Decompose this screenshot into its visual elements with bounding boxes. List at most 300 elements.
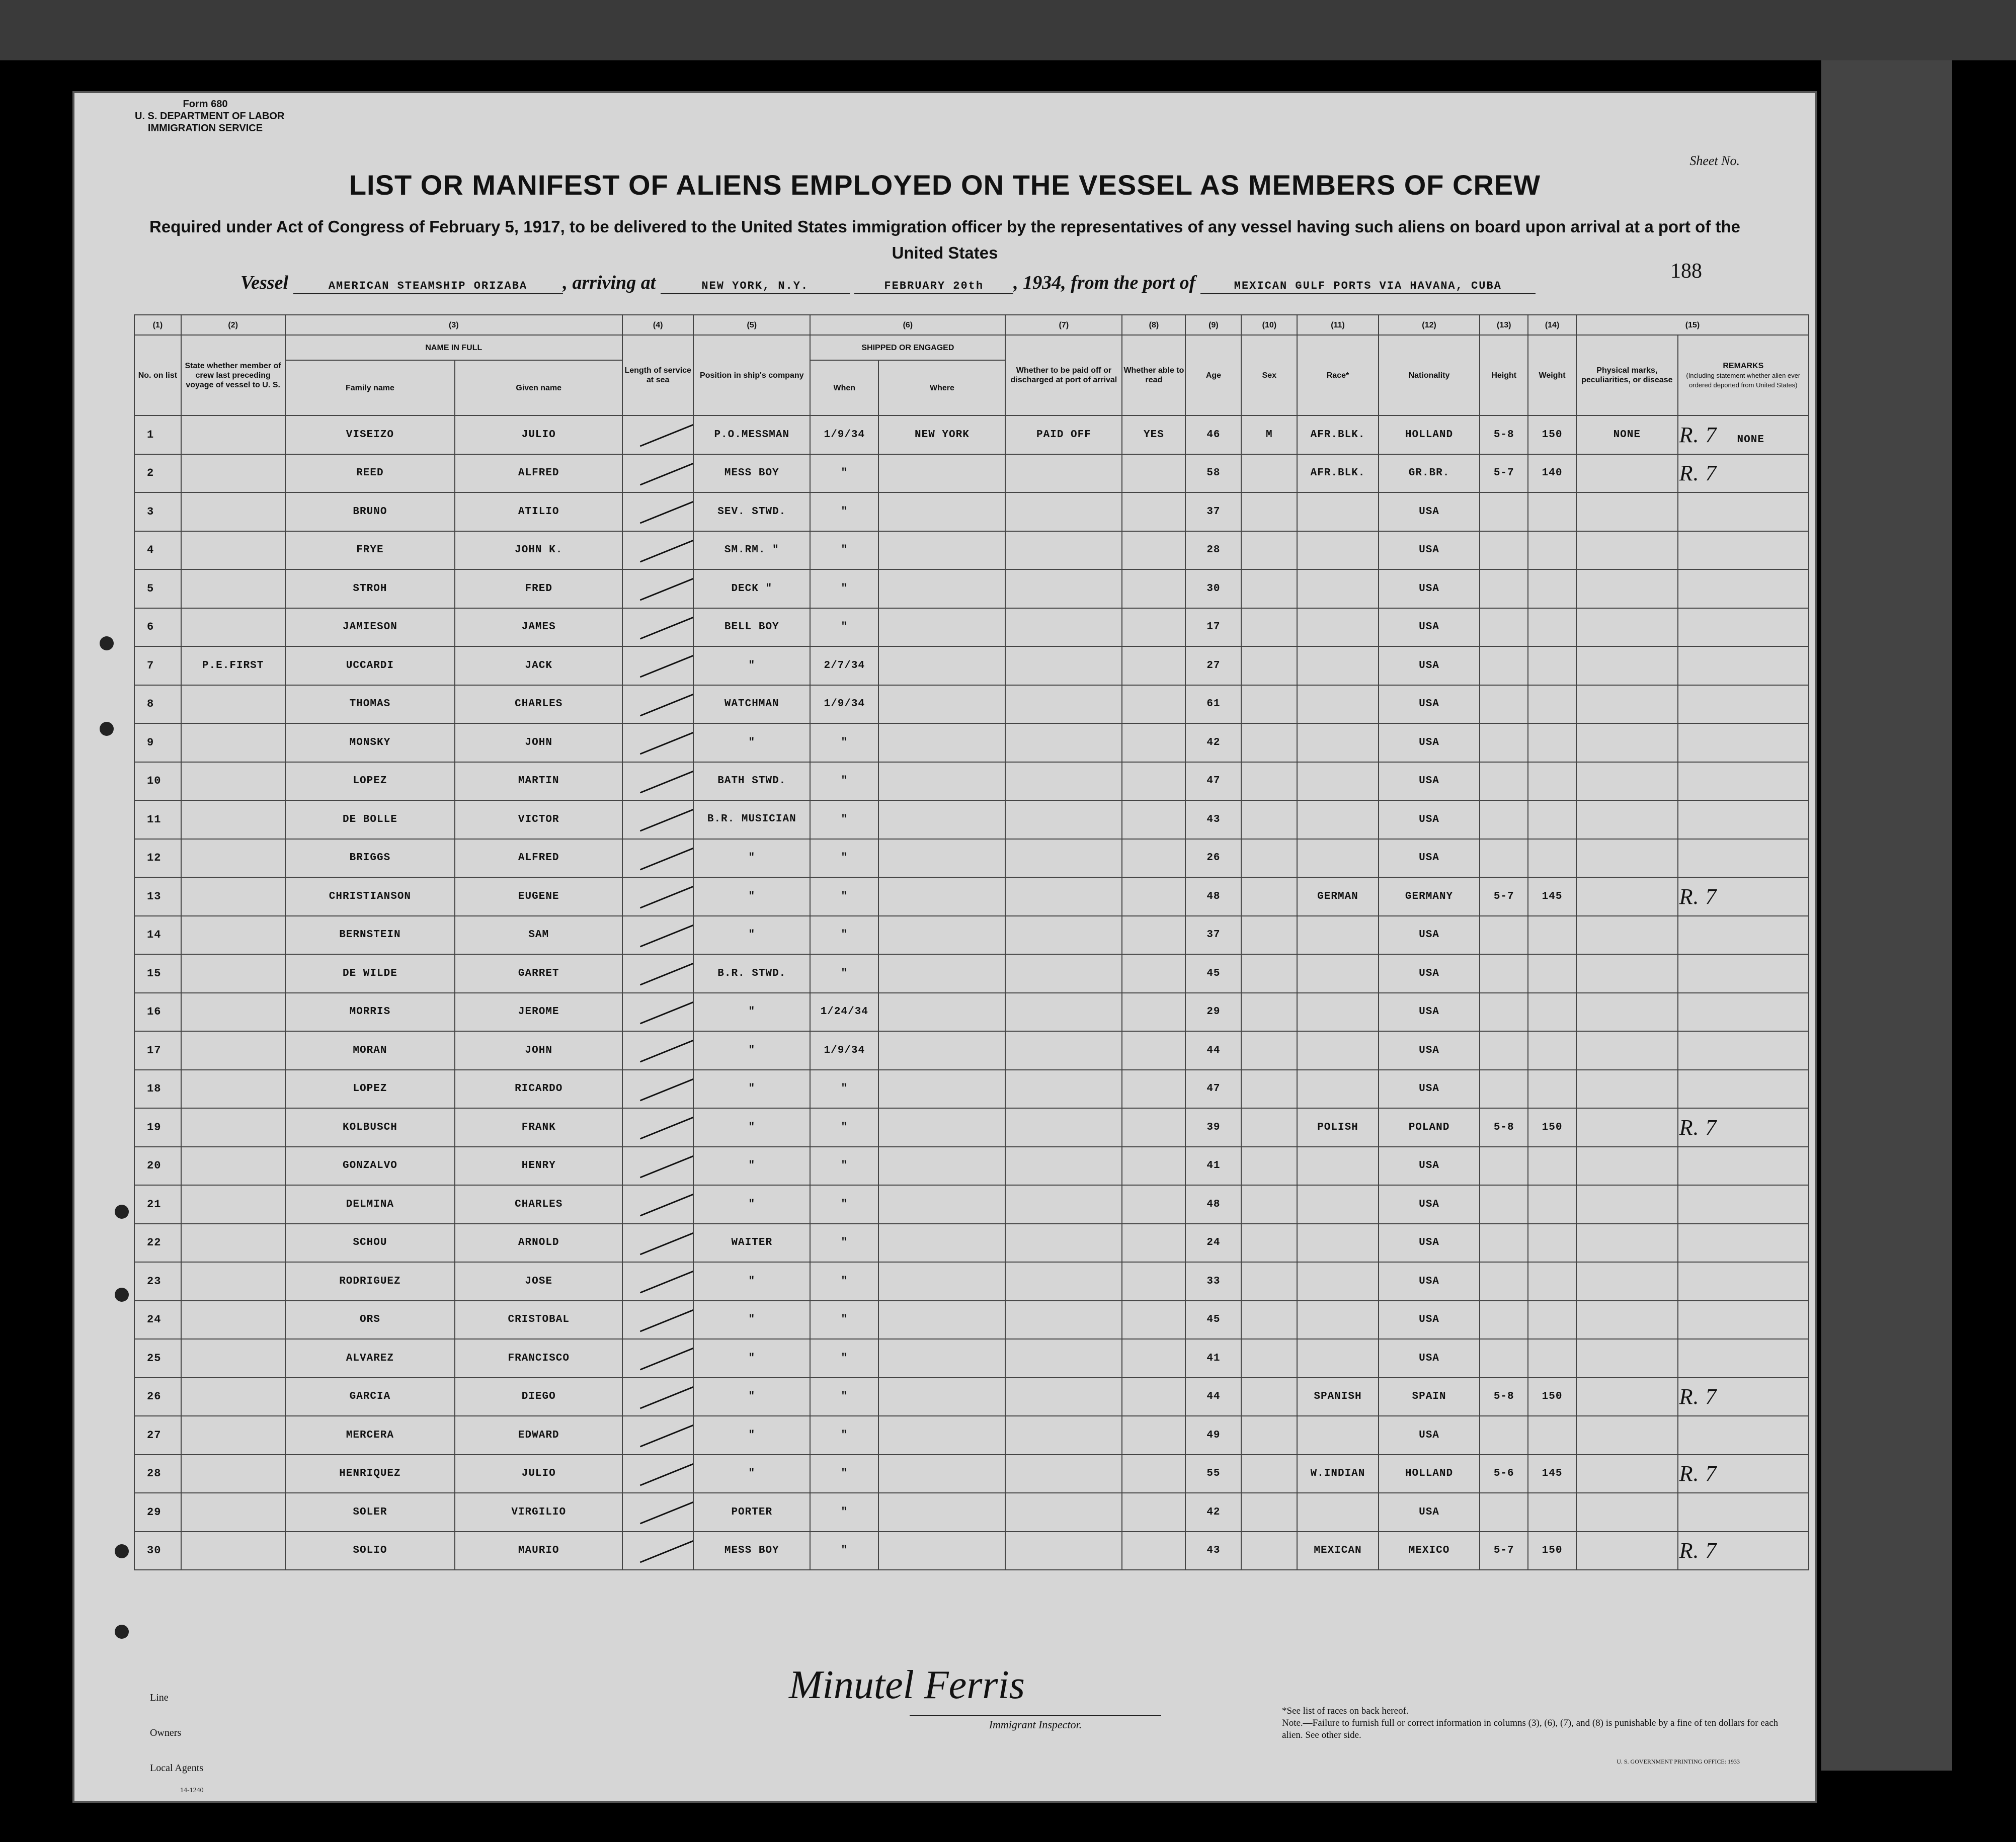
family-cell: SCHOU (285, 1224, 455, 1263)
no-cell: 1 (134, 415, 181, 454)
weight-cell (1528, 1416, 1576, 1455)
prev-cell (181, 454, 285, 493)
col-num-14: (14) (1528, 315, 1576, 335)
weight-cell: 140 (1528, 454, 1576, 493)
position-cell: MESS BOY (693, 1532, 810, 1570)
remarks-cell (1678, 1455, 1809, 1493)
handwritten-mark: R. 7 (1679, 1461, 1717, 1486)
service-length-cell (622, 1185, 693, 1224)
remarks-title: REMARKS (1723, 361, 1764, 370)
remarks-cell (1678, 531, 1809, 570)
service-length-cell (622, 454, 693, 493)
age-cell: 24 (1185, 1224, 1241, 1263)
nat-cell: USA (1379, 1339, 1480, 1378)
weight-cell (1528, 723, 1576, 762)
nat-cell: USA (1379, 569, 1480, 608)
no-cell: 2 (134, 454, 181, 493)
weight-cell (1528, 1493, 1576, 1532)
family-cell: STROH (285, 569, 455, 608)
paid-cell (1005, 569, 1122, 608)
nat-cell: MEXICO (1379, 1532, 1480, 1570)
race-cell (1297, 1224, 1378, 1263)
sex-cell (1241, 877, 1297, 916)
prev-cell (181, 608, 285, 647)
service-length-cell (622, 1378, 693, 1416)
handwritten-slash (640, 538, 693, 562)
height-cell (1480, 569, 1528, 608)
height-cell (1480, 1493, 1528, 1532)
position-cell: " (693, 1070, 810, 1109)
where-cell (878, 1031, 1005, 1070)
family-cell: KOLBUSCH (285, 1108, 455, 1147)
where-cell (878, 1070, 1005, 1109)
marks-cell (1576, 800, 1678, 839)
position-cell: " (693, 1185, 810, 1224)
sex-cell (1241, 608, 1297, 647)
remarks-cell (1678, 877, 1809, 916)
form-code: 14-1240 (180, 1787, 204, 1794)
paid-cell: PAID OFF (1005, 415, 1122, 454)
when-cell: " (810, 1262, 878, 1301)
table-row (134, 454, 1809, 493)
where-cell (878, 1185, 1005, 1224)
given-cell: EUGENE (455, 877, 622, 916)
sex-cell (1241, 1493, 1297, 1532)
header-name-in-full: NAME IN FULL (285, 335, 623, 360)
handwritten-slash (640, 731, 693, 755)
marks-cell (1576, 646, 1678, 685)
service-length-cell (622, 954, 693, 993)
given-cell: CHARLES (455, 685, 622, 724)
marks-cell (1576, 454, 1678, 493)
col-num-12: (12) (1379, 315, 1480, 335)
header-race: Race* (1297, 335, 1378, 415)
handwritten-mark: R. 7 (1679, 884, 1717, 909)
height-cell (1480, 685, 1528, 724)
table-row (134, 723, 1809, 762)
marks-cell (1576, 839, 1678, 878)
age-cell: 46 (1185, 415, 1241, 454)
remarks-cell (1678, 800, 1809, 839)
no-cell: 3 (134, 492, 181, 531)
given-cell: CRISTOBAL (455, 1301, 622, 1339)
col-num-3: (3) (285, 315, 623, 335)
service-length-cell (622, 646, 693, 685)
nat-cell: HOLLAND (1379, 415, 1480, 454)
arriving-label: , arriving at (562, 272, 656, 293)
age-cell: 44 (1185, 1031, 1241, 1070)
crew-table (134, 314, 1809, 1570)
no-cell: 10 (134, 762, 181, 801)
prev-cell (181, 1378, 285, 1416)
family-cell: DELMINA (285, 1185, 455, 1224)
position-cell: " (693, 1147, 810, 1186)
age-cell: 47 (1185, 762, 1241, 801)
nat-cell: USA (1379, 1301, 1480, 1339)
prev-cell (181, 1147, 285, 1186)
race-cell: GERMAN (1297, 877, 1378, 916)
weight-cell (1528, 954, 1576, 993)
where-cell (878, 1378, 1005, 1416)
handwritten-slash (640, 962, 693, 986)
col-num-1: (1) (134, 315, 181, 335)
sheet-label: Sheet No. (1689, 153, 1740, 168)
prev-cell (181, 1108, 285, 1147)
no-cell: 13 (134, 877, 181, 916)
sex-cell (1241, 993, 1297, 1032)
binder-hole (115, 1288, 129, 1302)
paid-cell (1005, 454, 1122, 493)
remarks-cell (1678, 1185, 1809, 1224)
handwritten-slash (640, 1424, 693, 1448)
family-cell: RODRIGUEZ (285, 1262, 455, 1301)
paid-cell (1005, 1378, 1122, 1416)
sex-cell (1241, 646, 1297, 685)
age-cell: 45 (1185, 954, 1241, 993)
when-cell: " (810, 1185, 878, 1224)
prev-cell (181, 1185, 285, 1224)
footer-labels (150, 1680, 204, 1796)
race-cell: AFR.BLK. (1297, 454, 1378, 493)
read-cell (1122, 723, 1185, 762)
no-cell: 27 (134, 1416, 181, 1455)
paid-cell (1005, 762, 1122, 801)
remarks-cell (1678, 454, 1809, 493)
prev-cell (181, 723, 285, 762)
height-cell: 5-7 (1480, 877, 1528, 916)
handwritten-slash (640, 1308, 693, 1332)
marks-cell (1576, 1031, 1678, 1070)
height-cell: 5-6 (1480, 1455, 1528, 1493)
prev-cell (181, 1416, 285, 1455)
family-cell: LOPEZ (285, 1070, 455, 1109)
weight-cell (1528, 839, 1576, 878)
sex-cell (1241, 1185, 1297, 1224)
given-cell: ATILIO (455, 492, 622, 531)
table-row (134, 1301, 1809, 1339)
height-cell (1480, 1185, 1528, 1224)
given-cell: FRED (455, 569, 622, 608)
given-cell: VICTOR (455, 800, 622, 839)
prev-cell (181, 1493, 285, 1532)
header-able-read: Whether able to read (1122, 335, 1185, 415)
table-row (134, 646, 1809, 685)
from-port: MEXICAN GULF PORTS VIA HAVANA, CUBA (1200, 280, 1536, 294)
nat-cell: POLAND (1379, 1108, 1480, 1147)
binder-hole (100, 722, 114, 736)
marks-cell (1576, 1416, 1678, 1455)
where-cell (878, 839, 1005, 878)
marks-cell (1576, 569, 1678, 608)
service-length-cell (622, 1108, 693, 1147)
position-cell: " (693, 993, 810, 1032)
age-cell: 39 (1185, 1108, 1241, 1147)
given-cell: JEROME (455, 993, 622, 1032)
age-cell: 28 (1185, 531, 1241, 570)
weight-cell (1528, 1301, 1576, 1339)
service-length-cell (622, 1262, 693, 1301)
handwritten-slash (640, 1077, 693, 1101)
prev-cell (181, 492, 285, 531)
paid-cell (1005, 1031, 1122, 1070)
read-cell (1122, 1224, 1185, 1263)
paid-cell (1005, 685, 1122, 724)
paid-cell (1005, 1108, 1122, 1147)
remarks-cell (1678, 916, 1809, 955)
when-cell: " (810, 1493, 878, 1532)
race-cell: POLISH (1297, 1108, 1378, 1147)
height-cell (1480, 916, 1528, 955)
paid-cell (1005, 993, 1122, 1032)
sex-cell: M (1241, 415, 1297, 454)
where-cell (878, 646, 1005, 685)
where-cell (878, 454, 1005, 493)
read-cell (1122, 608, 1185, 647)
where-cell (878, 1493, 1005, 1532)
nat-cell: USA (1379, 916, 1480, 955)
where-cell (878, 723, 1005, 762)
given-cell: JOHN (455, 1031, 622, 1070)
given-cell: JAMES (455, 608, 622, 647)
col-num-6: (6) (810, 315, 1005, 335)
given-cell: JOHN (455, 723, 622, 762)
scan-border-right (1821, 60, 1952, 1771)
header-remarks (1678, 335, 1809, 415)
table-row (134, 608, 1809, 647)
marks-cell (1576, 1378, 1678, 1416)
when-cell: " (810, 1455, 878, 1493)
read-cell (1122, 1031, 1185, 1070)
remarks-cell (1678, 723, 1809, 762)
marks-cell (1576, 1108, 1678, 1147)
height-cell (1480, 800, 1528, 839)
no-cell: 11 (134, 800, 181, 839)
when-cell: " (810, 492, 878, 531)
remarks-cell (1678, 608, 1809, 647)
given-cell: HENRY (455, 1147, 622, 1186)
service-length-cell (622, 1147, 693, 1186)
handwritten-slash (640, 1193, 693, 1217)
race-cell (1297, 1185, 1378, 1224)
weight-cell (1528, 1339, 1576, 1378)
service-length-cell (622, 492, 693, 531)
footer-notes (1282, 1705, 1785, 1741)
given-cell: CHARLES (455, 1185, 622, 1224)
paid-cell (1005, 1185, 1122, 1224)
sex-cell (1241, 1378, 1297, 1416)
nat-cell: USA (1379, 1031, 1480, 1070)
prev-cell (181, 1532, 285, 1570)
sex-cell (1241, 531, 1297, 570)
form-number: Form 680 (183, 99, 228, 110)
when-cell: " (810, 839, 878, 878)
position-cell: " (693, 723, 810, 762)
table-row (134, 1185, 1809, 1224)
height-cell (1480, 1339, 1528, 1378)
service-length-cell (622, 1416, 693, 1455)
race-cell (1297, 954, 1378, 993)
marks-cell (1576, 954, 1678, 993)
marks-cell (1576, 1301, 1678, 1339)
position-cell: WAITER (693, 1224, 810, 1263)
marks-cell (1576, 685, 1678, 724)
read-cell (1122, 1108, 1185, 1147)
service-length-cell (622, 1070, 693, 1109)
height-cell (1480, 492, 1528, 531)
no-cell: 5 (134, 569, 181, 608)
paid-cell (1005, 492, 1122, 531)
given-cell: MARTIN (455, 762, 622, 801)
paid-cell (1005, 723, 1122, 762)
family-cell: MONSKY (285, 723, 455, 762)
position-cell: B.R. STWD. (693, 954, 810, 993)
when-cell: " (810, 1147, 878, 1186)
handwritten-slash (640, 1154, 693, 1178)
age-cell: 61 (1185, 685, 1241, 724)
no-cell: 9 (134, 723, 181, 762)
given-cell: RICARDO (455, 1070, 622, 1109)
no-cell: 6 (134, 608, 181, 647)
given-cell: SAM (455, 916, 622, 955)
nat-cell: HOLLAND (1379, 1455, 1480, 1493)
crew-rows (134, 415, 1809, 1570)
read-cell (1122, 1493, 1185, 1532)
col-num-7: (7) (1005, 315, 1122, 335)
no-cell: 26 (134, 1378, 181, 1416)
height-cell (1480, 646, 1528, 685)
nat-cell: USA (1379, 646, 1480, 685)
table-row (134, 531, 1809, 570)
sex-cell (1241, 1224, 1297, 1263)
table-row (134, 492, 1809, 531)
weight-cell (1528, 685, 1576, 724)
no-cell: 22 (134, 1224, 181, 1263)
race-cell (1297, 569, 1378, 608)
position-cell: " (693, 839, 810, 878)
race-cell (1297, 1493, 1378, 1532)
vessel-name: AMERICAN STEAMSHIP ORIZABA (293, 280, 563, 294)
position-cell: " (693, 1416, 810, 1455)
service-length-cell (622, 415, 693, 454)
given-cell: JOSE (455, 1262, 622, 1301)
weight-cell (1528, 916, 1576, 955)
penalty-note: Note.—Failure to furnish full or correct information in columns (3), (6), (7), and (8) is punishable by a fine of ten dollars for each alien. See other side. (1282, 1718, 1779, 1740)
sex-cell (1241, 1339, 1297, 1378)
weight-cell (1528, 1147, 1576, 1186)
nat-cell: GR.BR. (1379, 454, 1480, 493)
inspector-signature: Minutel Ferris (789, 1663, 1025, 1707)
family-cell: REED (285, 454, 455, 493)
family-cell: BRUNO (285, 492, 455, 531)
when-cell: 1/9/34 (810, 1031, 878, 1070)
service-length-cell (622, 1493, 693, 1532)
given-cell: JOHN K. (455, 531, 622, 570)
where-cell (878, 954, 1005, 993)
header-service-length: Length of service at sea (622, 335, 693, 415)
race-cell (1297, 1301, 1378, 1339)
column-numbers-row (134, 315, 1809, 335)
handwritten-slash (640, 923, 693, 947)
position-cell: " (693, 1262, 810, 1301)
read-cell (1122, 916, 1185, 955)
position-cell: PORTER (693, 1493, 810, 1532)
line-label: Line (150, 1692, 169, 1703)
service-length-cell (622, 531, 693, 570)
handwritten-slash (640, 1270, 693, 1294)
no-cell: 15 (134, 954, 181, 993)
marks-cell (1576, 993, 1678, 1032)
position-cell: " (693, 1031, 810, 1070)
handwritten-mark: R. 7 (1679, 1115, 1717, 1140)
marks-cell (1576, 1339, 1678, 1378)
when-cell: " (810, 762, 878, 801)
remarks-cell (1678, 1147, 1809, 1186)
prev-cell (181, 1031, 285, 1070)
position-cell: SEV. STWD. (693, 492, 810, 531)
handwritten-slash (640, 769, 693, 793)
handwritten-slash (640, 423, 693, 447)
when-cell: " (810, 800, 878, 839)
read-cell (1122, 1455, 1185, 1493)
read-cell (1122, 1532, 1185, 1570)
no-cell: 20 (134, 1147, 181, 1186)
service-length-cell (622, 1301, 693, 1339)
nat-cell: USA (1379, 1416, 1480, 1455)
nat-cell: USA (1379, 531, 1480, 570)
paid-cell (1005, 608, 1122, 647)
sex-cell (1241, 1416, 1297, 1455)
nat-cell: USA (1379, 723, 1480, 762)
service-length-cell (622, 1031, 693, 1070)
position-cell: " (693, 1108, 810, 1147)
where-cell (878, 1455, 1005, 1493)
when-cell: " (810, 1224, 878, 1263)
where-cell (878, 685, 1005, 724)
read-cell (1122, 877, 1185, 916)
sex-cell (1241, 1070, 1297, 1109)
paid-cell (1005, 1147, 1122, 1186)
height-cell (1480, 531, 1528, 570)
given-cell: ALFRED (455, 454, 622, 493)
position-cell: DECK " (693, 569, 810, 608)
table-row (134, 1147, 1809, 1186)
col-num-8: (8) (1122, 315, 1185, 335)
no-cell: 25 (134, 1339, 181, 1378)
position-cell: " (693, 646, 810, 685)
race-cell (1297, 839, 1378, 878)
given-cell: JACK (455, 646, 622, 685)
arrival-date: FEBRUARY 20th (854, 280, 1013, 294)
service-length-cell (622, 877, 693, 916)
remarks-subtitle: (Including statement whether alien ever ordered deported from United States) (1686, 371, 1801, 389)
weight-cell: 150 (1528, 1108, 1576, 1147)
sex-cell (1241, 954, 1297, 993)
race-cell (1297, 1416, 1378, 1455)
age-cell: 26 (1185, 839, 1241, 878)
remarks-cell (1678, 1532, 1809, 1570)
remarks-cell (1678, 646, 1809, 685)
read-cell (1122, 800, 1185, 839)
no-cell: 30 (134, 1532, 181, 1570)
weight-cell (1528, 1070, 1576, 1109)
nat-cell: USA (1379, 1185, 1480, 1224)
nat-cell: USA (1379, 1224, 1480, 1263)
race-cell (1297, 1339, 1378, 1378)
no-cell: 19 (134, 1108, 181, 1147)
prev-cell (181, 1301, 285, 1339)
family-cell: MERCERA (285, 1416, 455, 1455)
handwritten-slash (640, 577, 693, 601)
